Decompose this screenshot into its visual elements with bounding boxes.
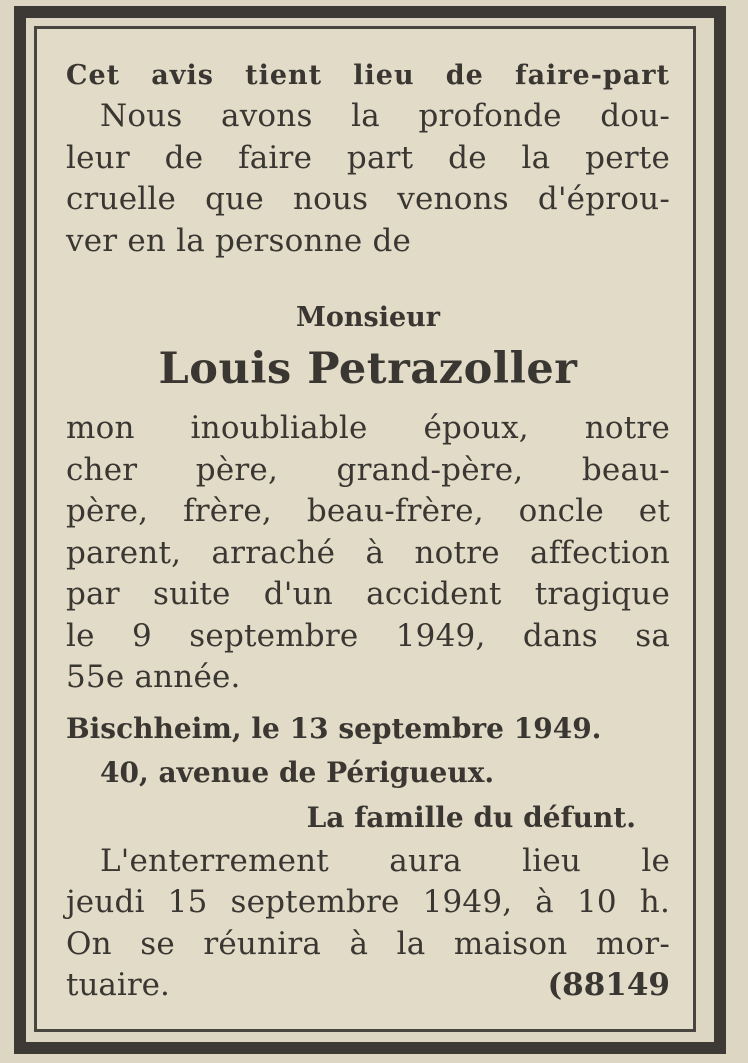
address: 40, avenue de Périgueux. — [100, 755, 495, 789]
funeral-line-3: On se réunira à la maison mor- — [66, 925, 670, 962]
honorific: Monsieur — [295, 302, 441, 333]
body-line-3: père, frère, beau-frère, oncle et — [66, 493, 670, 529]
signature: La famille du défunt. — [306, 800, 636, 834]
intro-line-3: cruelle que nous venons d'éprou- — [66, 181, 670, 217]
body-line-6: le 9 septembre 1949, dans sa — [66, 617, 670, 654]
place-and-date: Bischheim, le 13 septembre 1949. — [66, 711, 602, 745]
funeral-line-1: L'enterrement aura lieu le — [100, 842, 670, 879]
body-line-5: par suite d'un accident tragique — [66, 576, 670, 612]
funeral-line-4: tuaire. — [66, 967, 170, 1003]
intro-line-1: Nous avons la profonde dou- — [100, 98, 670, 134]
intro-line-2: leur de faire part de la perte — [66, 139, 670, 176]
intro-line-4: ver en la personne de — [66, 222, 412, 259]
body-line-4: parent, arraché à notre affection — [66, 534, 670, 571]
reference-number: (88149 — [547, 967, 670, 1003]
death-notice — [66, 56, 670, 1007]
funeral-last-row — [66, 965, 670, 1007]
deceased-name: Louis Petrazoller — [158, 344, 578, 394]
body-line-2: cher père, grand-père, beau- — [66, 451, 670, 488]
body-line-7: 55e année. — [66, 659, 241, 695]
notice-heading: Cet avis tient lieu de faire-part — [66, 60, 670, 91]
body-line-1: mon inoubliable époux, notre — [66, 410, 670, 446]
funeral-line-2: jeudi 15 septembre 1949, à 10 h. — [66, 884, 670, 920]
